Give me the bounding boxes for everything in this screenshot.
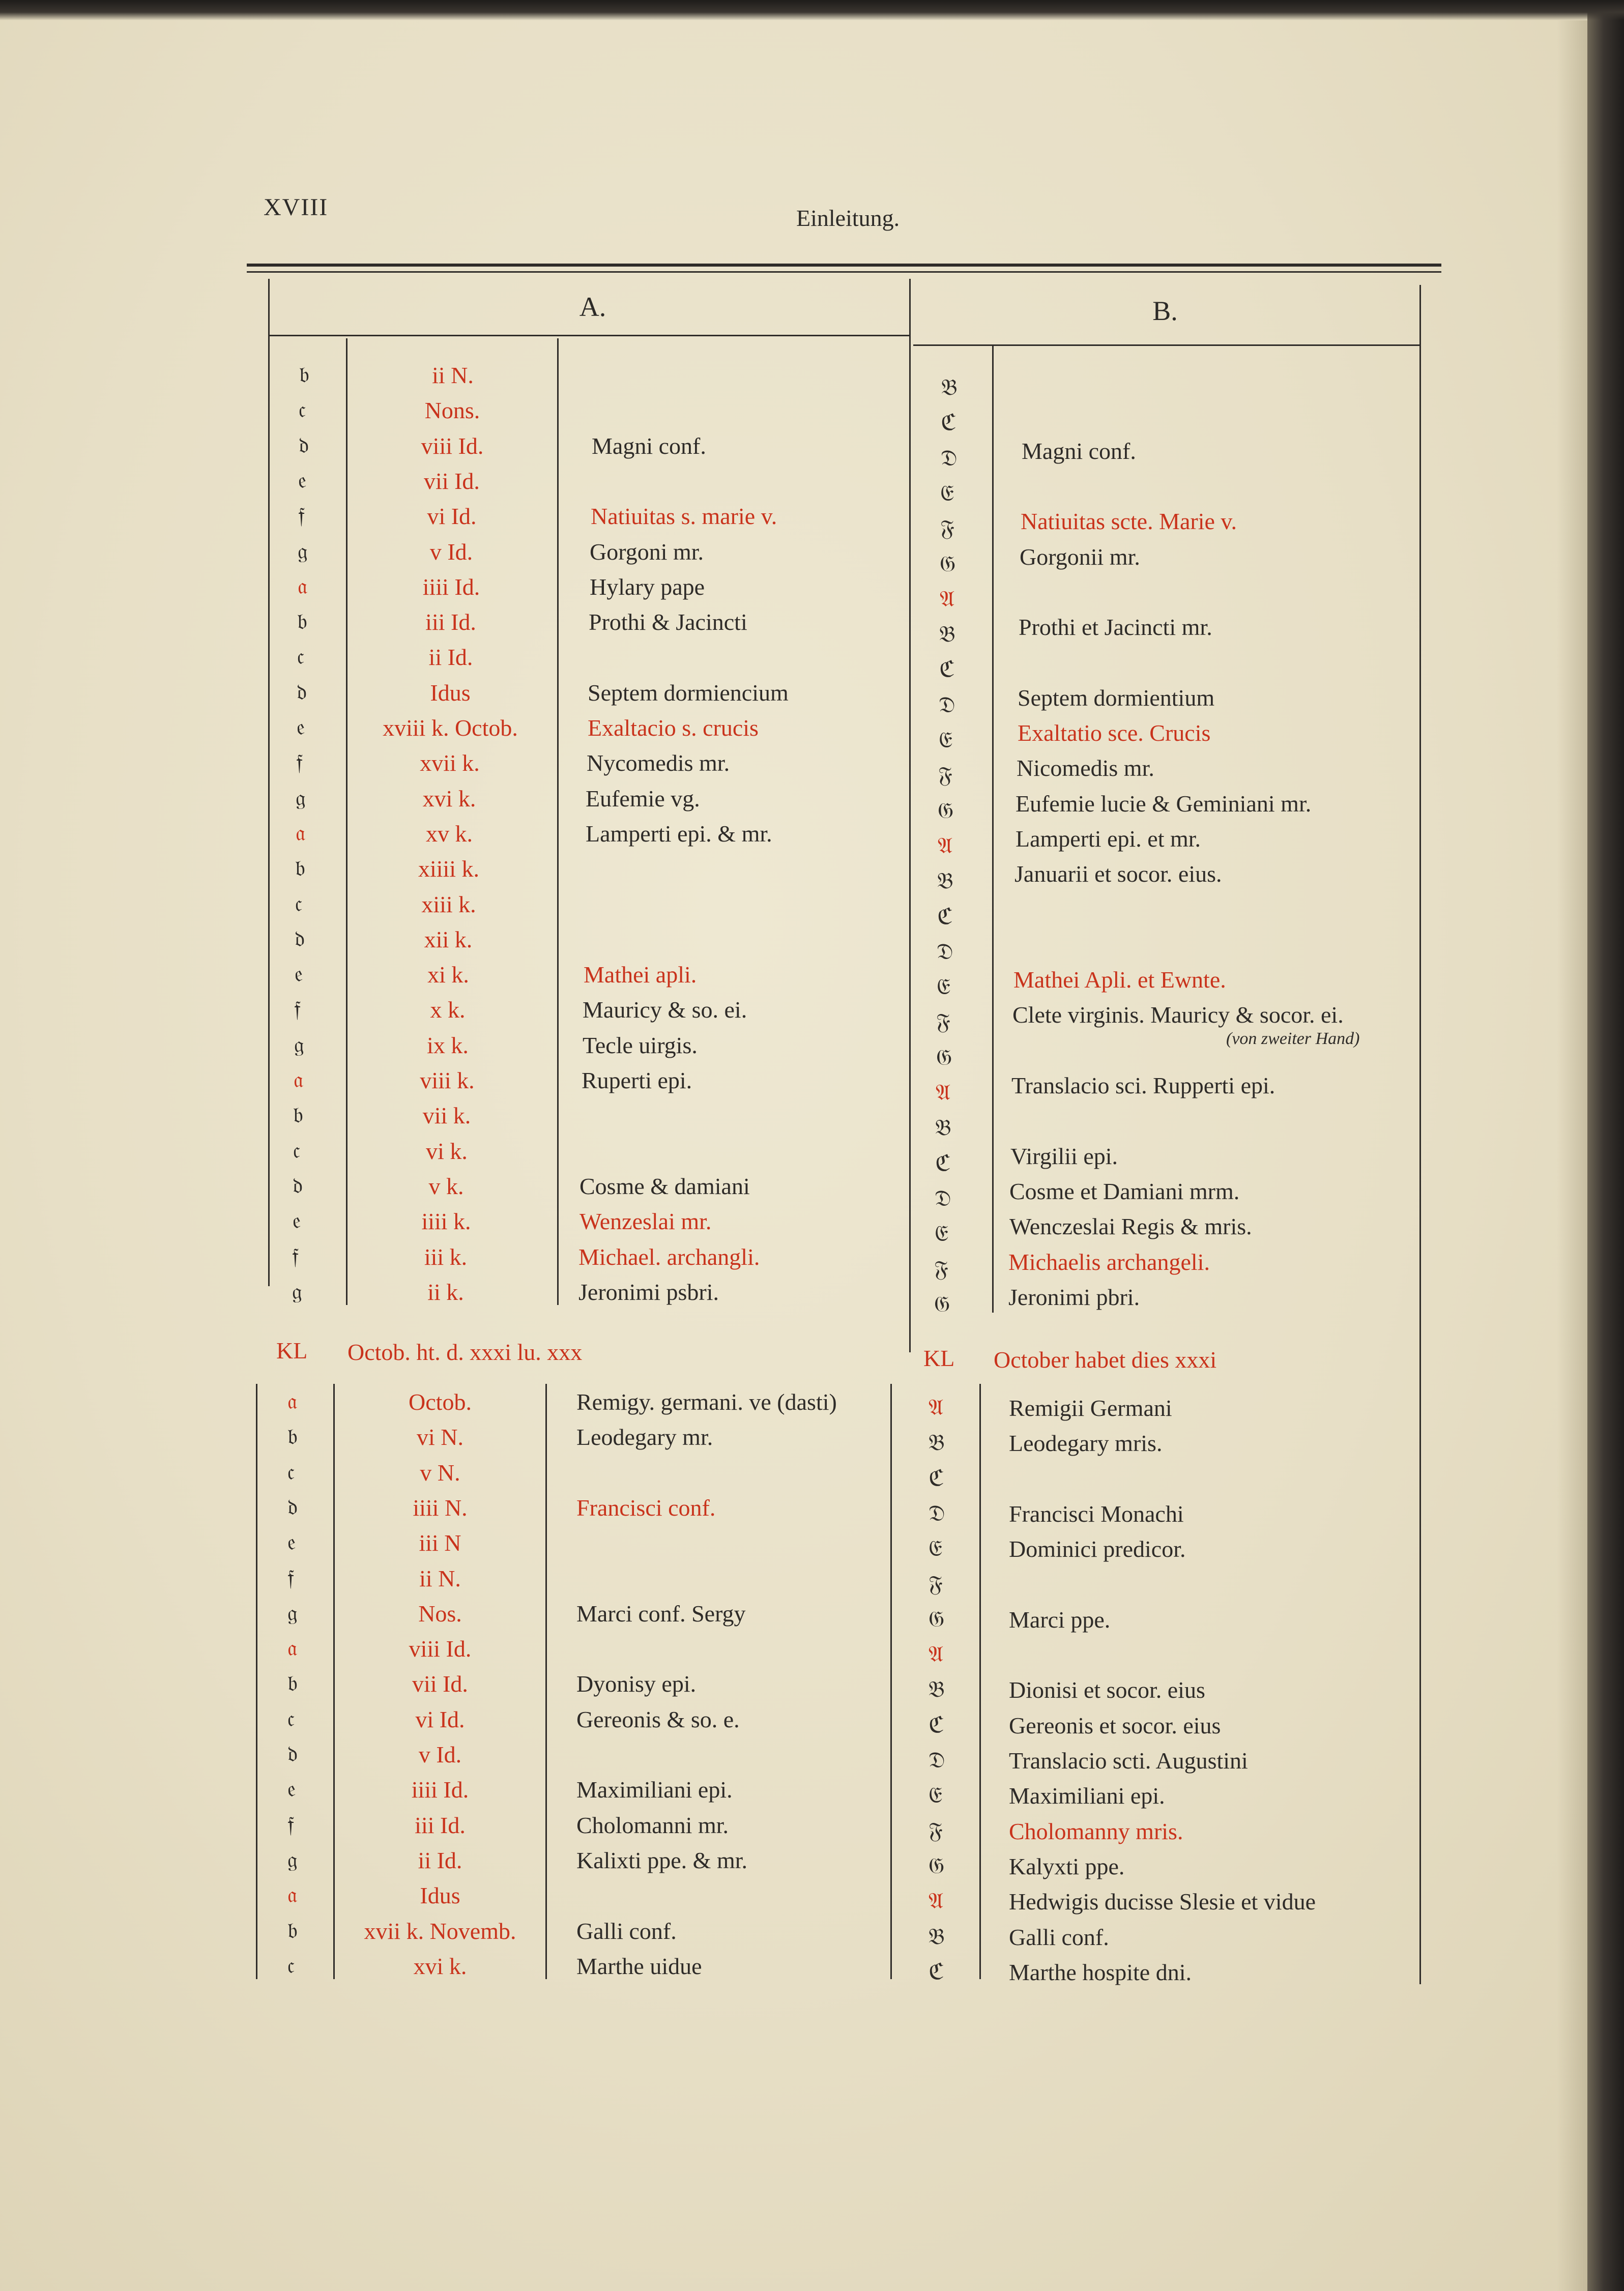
feast-a: Ruperti epi. — [582, 1067, 692, 1093]
fraktur-letter: 𝔄 — [929, 1641, 944, 1667]
dominical-letter: 𝔢 — [298, 468, 307, 494]
fraktur-letter: 𝔅 — [937, 868, 953, 894]
dominical-letter: 𝔞 — [287, 1388, 298, 1414]
dominical-letter: 𝔟 — [287, 1424, 298, 1449]
dominical-letter: 𝔢 — [297, 714, 305, 740]
calendar-date: xvii k. Novemb. — [364, 1918, 516, 1944]
calendar-date: xi k. — [427, 962, 469, 988]
calendar-date: Idus — [420, 1882, 460, 1908]
page-gutter-shadow — [1557, 20, 1587, 2291]
feast-a: Nycomedis mr. — [587, 750, 730, 776]
fraktur-letter: 𝔈 — [929, 1782, 942, 1808]
calendar-date: Nons. — [424, 397, 480, 423]
feast-a: Mathei apli. — [584, 962, 697, 988]
feast-b: Francisci Monachi — [1009, 1501, 1184, 1527]
dominical-letter: 𝔤 — [287, 1847, 298, 1873]
feast-a: Mauricy & so. ei. — [583, 997, 747, 1023]
feast-a: Francisci conf. — [576, 1495, 716, 1521]
dominical-letter: 𝔤 — [296, 785, 306, 811]
calendar-date: ii N. — [419, 1565, 461, 1591]
calendar-date: xv k. — [426, 821, 473, 847]
fraktur-letter: 𝔅 — [935, 1115, 951, 1141]
dominical-letter: 𝔢 — [295, 961, 303, 987]
calendar-date: xviii k. Octob. — [383, 715, 518, 741]
calendar-date: ii Id. — [418, 1847, 462, 1873]
a-dominical-divider — [346, 338, 347, 1305]
feast-b: Clete virginis. Mauricy & socor. ei. — [1012, 1002, 1344, 1028]
fraktur-letter: ℭ — [929, 1465, 944, 1491]
feast-b: Exaltatio sce. Crucis — [1018, 720, 1211, 746]
feast-b: Natiuitas scte. Marie v. — [1021, 508, 1237, 534]
dominical-letter: 𝔤 — [298, 538, 308, 564]
calendar-date: viii k. — [420, 1067, 475, 1093]
fraktur-letter: 𝔅 — [941, 374, 958, 400]
calendar-date: xii k. — [424, 926, 473, 952]
calendar-date: v k. — [428, 1173, 464, 1199]
calendar-date: vi N. — [417, 1424, 463, 1450]
fraktur-letter: 𝔄 — [940, 586, 955, 612]
dominical-letter: 𝔞 — [294, 1067, 304, 1093]
frame-mid-line — [909, 279, 911, 1352]
running-title: Einleitung. — [796, 205, 900, 231]
book-edge — [1587, 0, 1624, 2291]
fraktur-letter: 𝔇 — [929, 1500, 945, 1526]
dominical-letter: 𝔣 — [298, 503, 305, 529]
dominical-letter: 𝔣 — [287, 1812, 295, 1838]
fraktur-letter: 𝔇 — [937, 939, 953, 965]
feast-a: Cholomanni mr. — [576, 1812, 729, 1838]
section-a-heading: A. — [579, 292, 606, 322]
frame-right-line — [1419, 285, 1421, 1984]
calendar-date: iiii Id. — [411, 1777, 469, 1803]
dominical-letter: 𝔢 — [293, 1208, 301, 1234]
fraktur-letter: 𝔅 — [929, 1430, 945, 1456]
calendar-date: v N. — [420, 1460, 460, 1486]
feast-b: Wenczeslai Regis & mris. — [1009, 1213, 1252, 1239]
a-date-divider-oct — [545, 1384, 547, 1979]
feast-a: Tecle uirgis. — [583, 1032, 698, 1058]
dominical-letter: 𝔡 — [293, 1173, 303, 1199]
calendar-date: Octob. — [409, 1389, 472, 1415]
feast-b: Virgilii epi. — [1010, 1143, 1118, 1169]
feast-b: Eufemie lucie & Geminiani mr. — [1016, 791, 1312, 817]
feast-b: Translacio sci. Rupperti epi. — [1011, 1072, 1275, 1098]
dominical-letter: 𝔠 — [287, 1706, 295, 1732]
fraktur-letter: 𝔄 — [929, 1888, 944, 1914]
dominical-letter: 𝔞 — [296, 820, 306, 846]
dominical-letter: 𝔡 — [299, 432, 309, 458]
frame-left-line — [268, 279, 270, 1286]
feast-b: Cholomanny mris. — [1009, 1818, 1183, 1844]
feast-a: Eufemie vg. — [586, 786, 700, 811]
fraktur-letter: 𝔅 — [929, 1676, 945, 1702]
dominical-letter: 𝔤 — [292, 1279, 302, 1304]
fraktur-letter: 𝔄 — [929, 1395, 944, 1420]
dominical-letter: 𝔠 — [299, 397, 306, 423]
october-header-a: Octob. ht. d. xxxi lu. xxx — [347, 1339, 583, 1365]
calendar-date: Nos. — [418, 1601, 462, 1627]
calendar-date: v Id. — [429, 539, 473, 565]
feast-b: Magni conf. — [1022, 438, 1136, 464]
calendar-date: ii Id. — [428, 644, 473, 670]
calendar-date: iiii k. — [421, 1208, 471, 1234]
calendar-date: xiii k. — [421, 891, 476, 917]
fraktur-letter: 𝔇 — [939, 692, 955, 718]
dominical-letter: 𝔢 — [287, 1529, 296, 1555]
feast-a: Magni conf. — [592, 433, 706, 459]
page-number: XVIII — [264, 194, 329, 221]
section-b-heading: B. — [1152, 296, 1178, 326]
dominical-letter: 𝔟 — [287, 1670, 298, 1696]
fraktur-letter: 𝔈 — [937, 974, 950, 1000]
calendar-date: vii k. — [422, 1103, 471, 1128]
feast-b: Translacio scti. Augustini — [1009, 1748, 1248, 1774]
calendar-date: ii k. — [427, 1279, 464, 1305]
feast-b: Dominici predicor. — [1009, 1536, 1186, 1562]
feast-b: Galli conf. — [1009, 1924, 1109, 1950]
feast-b: Dionisi et socor. eius — [1009, 1677, 1205, 1703]
feast-b: Mathei Apli. et Ewnte. — [1013, 967, 1226, 993]
feast-a: Gereonis & so. e. — [576, 1706, 740, 1732]
dominical-letter: 𝔣 — [287, 1565, 295, 1591]
fraktur-letter: 𝔊 — [929, 1853, 945, 1879]
dominical-letter: 𝔟 — [293, 1102, 304, 1128]
dominical-letter: 𝔠 — [295, 891, 302, 917]
dominical-letter: 𝔟 — [287, 1918, 298, 1944]
fraktur-letter: 𝔉 — [938, 762, 952, 788]
feast-b: Jeronimi pbri. — [1008, 1284, 1140, 1310]
top-double-rule-1 — [247, 264, 1441, 267]
feast-a: Septem dormiencium — [588, 680, 789, 706]
dominical-letter: 𝔟 — [299, 362, 310, 388]
calendar-date: viii Id. — [421, 433, 484, 459]
fraktur-letter: 𝔉 — [940, 515, 954, 541]
fraktur-letter: 𝔅 — [939, 621, 955, 647]
calendar-date: ii N. — [432, 362, 474, 388]
calendar-date: ix k. — [427, 1032, 469, 1058]
fraktur-letter: ℭ — [929, 1712, 944, 1738]
dominical-letter: 𝔤 — [294, 1032, 304, 1058]
feast-b: Hedwigis ducisse Slesie et vidue — [1009, 1889, 1316, 1915]
calendar-date: v Id. — [418, 1742, 462, 1767]
dominical-letter: 𝔞 — [287, 1882, 298, 1908]
feast-b: Leodegary mris. — [1009, 1430, 1163, 1456]
fraktur-letter: 𝔇 — [941, 445, 958, 471]
section-b-header-rule — [913, 344, 1419, 346]
dominical-letter: 𝔞 — [287, 1635, 298, 1661]
b-letter-divider — [992, 346, 994, 1313]
fraktur-letter: 𝔊 — [938, 798, 954, 824]
fraktur-letter: 𝔊 — [934, 1291, 950, 1317]
feast-a: Hylary pape — [590, 574, 705, 600]
feast-a: Gorgoni mr. — [590, 539, 704, 565]
fraktur-letter: 𝔊 — [936, 1045, 952, 1070]
feast-b: Gereonis et socor. eius — [1009, 1713, 1221, 1738]
mid-line-oct — [890, 1384, 892, 1979]
fraktur-letter: 𝔇 — [935, 1185, 951, 1211]
calendar-date: vii Id. — [412, 1671, 468, 1697]
feast-b: Maximiliani epi. — [1009, 1783, 1165, 1809]
feast-a: Exaltacio s. crucis — [588, 715, 759, 741]
feast-b: Marthe hospite dni. — [1009, 1959, 1192, 1985]
a-frame-left-oct — [256, 1384, 257, 1979]
a-dominical-divider-oct — [333, 1384, 335, 1979]
feast-a: Natiuitas s. marie v. — [591, 503, 777, 529]
feast-a: Jeronimi psbri. — [578, 1279, 719, 1305]
dominical-letter: 𝔤 — [287, 1600, 298, 1626]
fraktur-letter: 𝔉 — [934, 1256, 948, 1282]
calendar-date: x k. — [430, 997, 466, 1023]
fraktur-letter: 𝔄 — [936, 1080, 951, 1106]
feast-a: Dyonisy epi. — [576, 1671, 697, 1697]
kl-mark-a: KL — [276, 1338, 308, 1364]
fraktur-letter: ℭ — [929, 1959, 944, 1985]
feast-a: Remigy. germani. ve (dasti) — [576, 1389, 837, 1415]
calendar-date: iiii N. — [413, 1495, 468, 1521]
feast-a: Wenzeslai mr. — [579, 1208, 712, 1234]
dominical-letter: 𝔟 — [297, 608, 308, 634]
feast-a: Lamperti epi. & mr. — [586, 821, 772, 847]
feast-b: Januarii et socor. eius. — [1014, 861, 1222, 887]
calendar-date: vi k. — [426, 1138, 468, 1164]
calendar-date: Idus — [430, 680, 471, 706]
feast-b: Lamperti epi. et mr. — [1016, 826, 1201, 852]
calendar-date: xvii k. — [420, 750, 480, 776]
fraktur-letter: 𝔈 — [939, 727, 952, 753]
feast-b: Cosme et Damiani mrm. — [1009, 1178, 1240, 1204]
fraktur-letter: ℭ — [939, 656, 955, 682]
feast-a: Leodegary mr. — [576, 1424, 713, 1450]
fraktur-letter: 𝔇 — [929, 1747, 945, 1773]
dominical-letter: 𝔡 — [287, 1741, 298, 1767]
fraktur-letter: 𝔈 — [935, 1221, 948, 1246]
b-letter-divider-oct — [979, 1384, 981, 1979]
feast-b: Septem dormientium — [1018, 685, 1215, 711]
feast-a: Prothi & Jacincti — [589, 609, 747, 635]
calendar-date: iii Id. — [425, 609, 476, 635]
october-header-b: October habet dies xxxi — [994, 1347, 1217, 1373]
feast-a: Marthe uidue — [576, 1953, 702, 1979]
feast-b: Prothi et Jacincti mr. — [1019, 614, 1212, 640]
section-a-header-rule — [270, 335, 911, 336]
fraktur-letter: 𝔊 — [940, 551, 956, 577]
fraktur-letter: 𝔈 — [940, 480, 954, 506]
feast-b: Michaelis archangeli. — [1008, 1249, 1210, 1275]
dominical-letter: 𝔡 — [287, 1494, 298, 1520]
dominical-letter: 𝔞 — [298, 573, 308, 599]
feast-b: Remigii Germani — [1009, 1395, 1172, 1421]
second-hand-note: (von zweiter Hand) — [1226, 1029, 1360, 1048]
dominical-letter: 𝔟 — [295, 855, 306, 881]
scan-top-edge — [0, 0, 1624, 20]
feast-a: Maximiliani epi. — [576, 1777, 733, 1803]
top-double-rule-2 — [247, 271, 1441, 273]
fraktur-letter: 𝔉 — [936, 1009, 950, 1035]
feast-a: Michael. archangli. — [578, 1244, 760, 1270]
fraktur-letter: 𝔄 — [938, 833, 953, 859]
calendar-date: vi Id. — [427, 503, 477, 529]
dominical-letter: 𝔠 — [297, 644, 304, 670]
fraktur-letter: 𝔉 — [929, 1571, 943, 1597]
dominical-letter: 𝔣 — [292, 1243, 299, 1269]
dominical-letter: 𝔡 — [297, 679, 307, 705]
feast-a: Kalixti ppe. & mr. — [576, 1847, 748, 1873]
calendar-date: iii N — [419, 1530, 461, 1556]
fraktur-letter: 𝔊 — [929, 1606, 945, 1632]
feast-b: Kalyxti ppe. — [1009, 1853, 1125, 1879]
dominical-letter: 𝔠 — [293, 1138, 300, 1164]
dominical-letter: 𝔣 — [296, 749, 303, 775]
dominical-letter: 𝔡 — [295, 926, 305, 952]
feast-b: Marci ppe. — [1009, 1607, 1111, 1633]
calendar-date: xvi k. — [413, 1953, 467, 1979]
feast-b: Gorgonii mr. — [1020, 544, 1140, 570]
calendar-date: vi Id. — [415, 1706, 465, 1732]
fraktur-letter: ℭ — [935, 1150, 951, 1176]
fraktur-letter: 𝔈 — [929, 1535, 942, 1561]
calendar-date: iii Id. — [415, 1812, 466, 1838]
calendar-date: xvi k. — [422, 786, 476, 811]
calendar-date: iii k. — [424, 1244, 468, 1270]
fraktur-letter: 𝔉 — [929, 1818, 943, 1844]
a-date-divider — [557, 338, 559, 1305]
feast-b: Nicomedis mr. — [1017, 755, 1154, 781]
feast-a: Galli conf. — [576, 1918, 677, 1944]
calendar-date: xiiii k. — [418, 856, 480, 882]
dominical-letter: 𝔠 — [287, 1953, 295, 1979]
fraktur-letter: ℭ — [941, 410, 956, 436]
fraktur-letter: ℭ — [937, 904, 953, 930]
fraktur-letter: 𝔅 — [929, 1924, 945, 1950]
kl-mark-b: KL — [923, 1345, 955, 1371]
calendar-date: iiii Id. — [422, 574, 480, 600]
dominical-letter: 𝔣 — [294, 996, 301, 1022]
calendar-date: viii Id. — [409, 1636, 472, 1662]
feast-a: Marci conf. Sergy — [576, 1601, 746, 1627]
dominical-letter: 𝔢 — [287, 1776, 296, 1802]
dominical-letter: 𝔠 — [287, 1459, 295, 1485]
calendar-date: vii Id. — [424, 468, 480, 494]
feast-a: Cosme & damiani — [579, 1173, 750, 1199]
